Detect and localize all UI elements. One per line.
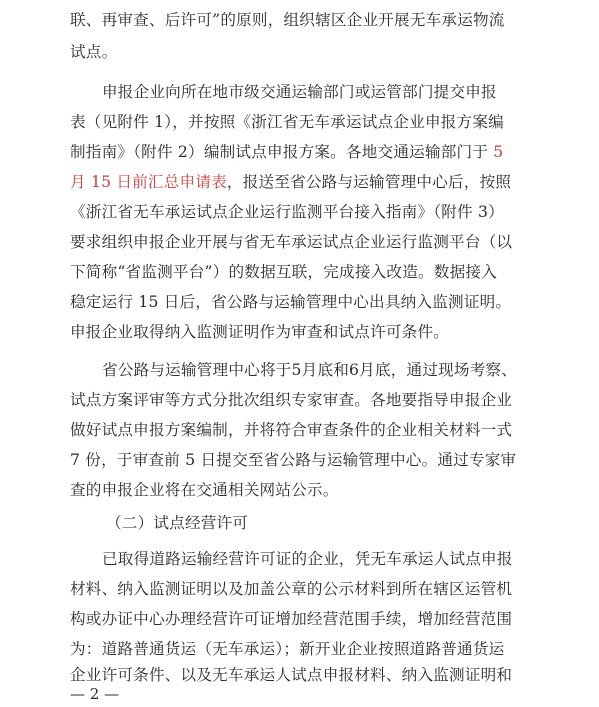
text-line-6: 月 15 日前汇总申请表，报送至省公路与运输管理中心后，按照 [70,173,512,191]
page-number: — 2 — [70,685,120,703]
text-line-15: 7 份，于审查前 5 日提交至省公路与运输管理中心。通过专家审 [70,451,517,469]
text-line-14: 做好试点申报方案编制，并将符合审查条件的企业相关材料一式 [70,421,513,439]
text-line-19: 构或办证中心办理经营许可证增加经营范围手续，增加经营范围 [70,610,513,628]
text-line-17: 已取得道路运输经营许可证的企业，凭无车承运人试点申报 [102,550,513,568]
section-heading: （二）试点经营许可 [106,514,249,532]
highlighted-deadline: 月 15 日前汇总申请表 [70,173,227,191]
text-line-4: 表（见附件 1），并按照《浙江省无车承运试点企业申报方案编 [70,113,504,131]
text-line-7: 《浙江省无车承运试点企业运行监测平台接入指南》（附件 3） [70,203,504,221]
text-line-20: 为：道路普通货运（无车承运）；新开业企业按照道路普通货运 [70,640,505,658]
text-line-8: 要求组织申报企业开展与省无车承运试点企业运行监测平台（以 [70,233,513,251]
text-line-16: 查的申报企业将在交通相关网站公示。 [70,481,339,499]
text-line-9: 下简称“省监测平台”）的数据互联，完成接入改造。数据接入 [70,263,497,281]
text-line-18: 材料、纳入监测证明以及加盖公章的公示材料到所在辖区运管机 [70,580,513,598]
text-line-5: 制指南》（附件 2）编制试点申报方案。各地交通运输部门于 5 [70,143,504,161]
text-line-10: 稳定运行 15 日后，省公路与运输管理中心出具纳入监测证明。 [70,293,512,311]
text-line-3: 申报企业向所在地市级交通运输部门或运管部门提交申报 [102,83,497,101]
text-line-21: 企业许可条件、以及无车承运人试点申报材料、纳入监测证明和 [70,666,513,684]
text-line-12: 省公路与运输管理中心将于5月底和6月底，通过现场考察、 [102,361,518,379]
text-line-2: 试点。 [70,43,118,61]
text-line-13: 试点方案评审等方式分批次组织专家审查。各地要指导申报企业 [70,391,513,409]
text-line-11: 申报企业取得纳入监测证明作为审查和试点许可条件。 [70,323,450,341]
text-line-1: 联、再审查、后许可”的原则，组织辖区企业开展无车承运物流 [70,11,505,29]
highlighted-date: 5 [493,143,504,161]
